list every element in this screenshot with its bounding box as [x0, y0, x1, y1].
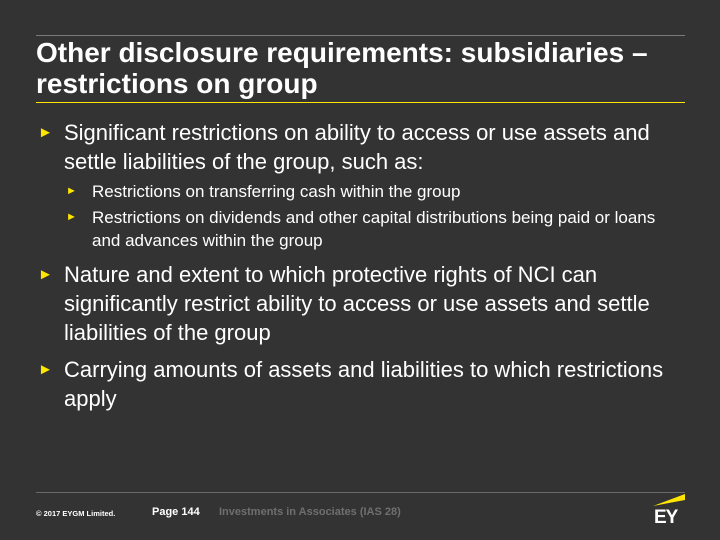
slide-title: Other disclosure requirements: subsidiaries – restrictions on group	[36, 37, 648, 99]
footer-section-title: Investments in Associates (IAS 28)	[219, 506, 401, 518]
bullet-arrow-icon: ►	[38, 266, 53, 283]
footer-divider	[36, 492, 685, 493]
sub-bullet-arrow-icon: ►	[66, 185, 77, 197]
sub-bullet-text: Restrictions on dividends and other capital distributions being paid or loans and advances within the group	[92, 208, 656, 250]
bullet-item	[36, 260, 686, 347]
bullet-text: Significant restrictions on ability to access or use assets and settle liabilities of the group, such as:	[64, 120, 650, 174]
logo-beam-icon	[653, 494, 685, 506]
logo-text: EY	[654, 507, 678, 528]
page-number: Page 144	[152, 506, 200, 518]
top-divider	[36, 35, 685, 36]
copyright-notice: © 2017 EYGM Limited.	[36, 509, 116, 518]
ey-logo-icon	[653, 494, 685, 530]
sub-bullet-item	[64, 206, 686, 252]
bullet-item	[36, 118, 686, 176]
slide-content	[36, 118, 686, 413]
bullet-text: Carrying amounts of assets and liabilities to which restrictions apply	[64, 357, 664, 411]
bullet-text: Nature and extent to which protective rights of NCI can significantly restrict ability to access or use assets and settle liabilities of the group	[64, 262, 650, 345]
title-underline	[36, 102, 685, 103]
sub-bullet-item	[64, 180, 686, 203]
sub-bullet-text: Restrictions on transferring cash within the group	[92, 182, 461, 201]
bullet-arrow-icon: ►	[38, 361, 53, 378]
bullet-arrow-icon: ►	[38, 124, 53, 141]
sub-bullet-arrow-icon: ►	[66, 211, 77, 223]
bullet-item	[36, 355, 686, 413]
